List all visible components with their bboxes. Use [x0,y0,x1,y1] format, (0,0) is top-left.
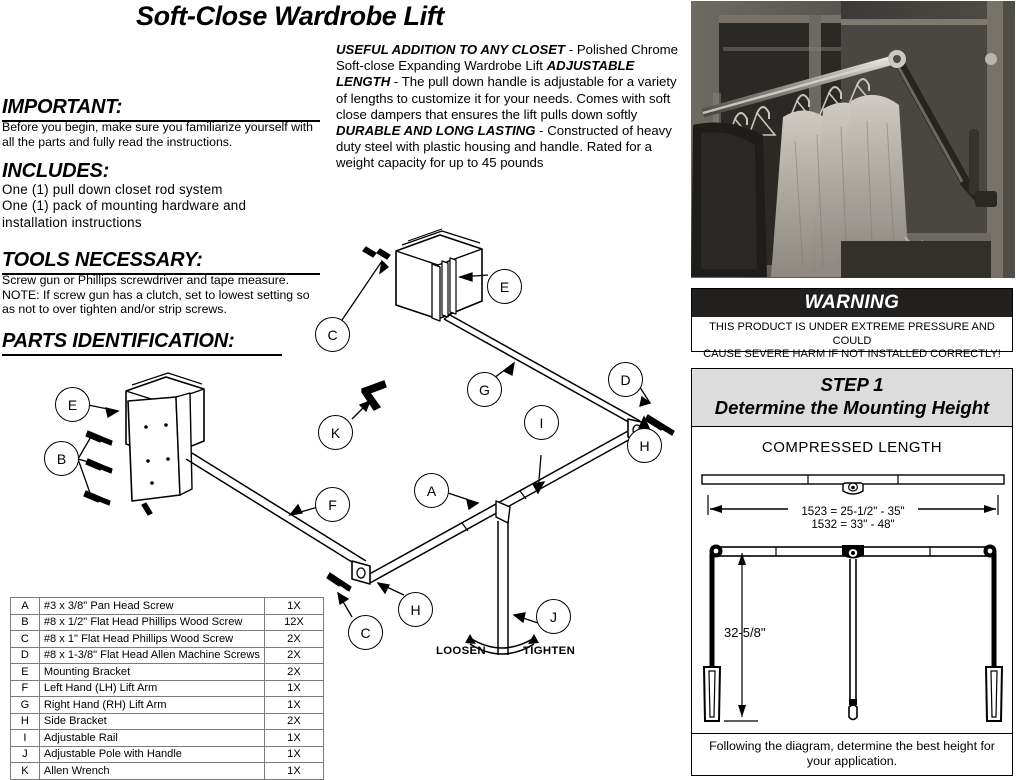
part-quantity: 2X [264,631,323,648]
important-body: Before you begin, make sure you familiarize yourself with all the parts and fully read the instructions. [2,120,313,149]
callout-B: B [44,441,79,476]
tighten-label: TIGHTEN [523,645,576,657]
step-1-subtitle: Determine the Mounting Height [714,397,990,418]
includes-line-2: One (1) pack of mounting hardware and [2,198,247,214]
part-description: #8 x 1-3/8" Flat Head Allen Machine Screws [39,647,264,664]
tools-body: Screw gun or Phillips screwdriver and tape measure. NOTE: If screw gun has a clutch, set to lowest setting so as not to over tighten and/or strip screws. [2,273,310,317]
part-letter: F [11,680,40,697]
part-description: Adjustable Pole with Handle [39,746,264,763]
part-description: #3 x 3/8" Pan Head Screw [39,598,264,615]
step-1-number: STEP 1 [820,374,884,395]
dimension-line-2: 1532 = 33" - 48" [811,518,895,531]
compressed-length-label: COMPRESSED LENGTH [761,439,943,456]
warning-title-bar [692,289,1012,317]
includes-heading [2,160,320,183]
warning-line-2: CAUSE SEVERE HARM IF NOT INSTALLED CORRECTLY! [703,348,1001,361]
dimension-text [700,505,1006,531]
page-title: Soft-Close Wardrobe Lift [136,1,444,31]
step-1-header [692,369,1012,427]
loosen-label: LOOSEN [436,645,486,657]
part-quantity: 2X [264,713,323,730]
feature-2-title: ADJUSTABLE LENGTH [336,58,635,90]
callout-G: G [467,372,502,407]
parts-table [10,597,324,780]
callout-K-upper: K [318,415,353,450]
product-description [336,42,688,172]
important-heading [2,96,320,122]
part-description: Allen Wrench [39,763,264,780]
part-letter: G [11,697,40,714]
callout-H-lower: H [398,592,433,627]
part-description: #8 x 1" Flat Head Phillips Wood Screw [39,631,264,648]
part-quantity: 2X [264,647,323,664]
callout-E-upper: E [487,269,522,304]
part-description: Adjustable Rail [39,730,264,747]
part-letter: D [11,647,40,664]
part-letter: H [11,713,40,730]
feature-3-title: DURABLE AND LONG LASTING [336,123,536,139]
part-description: Left Hand (LH) Lift Arm [39,680,264,697]
callout-H-right: H [627,428,662,463]
part-quantity: 12X [264,614,323,631]
feature-2-text: - The pull down handle is adjustable for a variety of lengths to customize it for your needs. Comes with soft close dampers that ensures the lift pulls down softly [336,74,677,122]
feature-3 [336,123,672,170]
table-row [11,713,324,730]
callout-A: A [414,473,449,508]
table-row [11,614,324,631]
feature-1-text: - Polished Chrome Soft-close Expanding Wardrobe Lift [336,42,678,74]
callout-E-lower: E [55,387,90,422]
part-quantity: 1X [264,598,323,615]
part-description: #8 x 1/2" Flat Head Phillips Wood Screw [39,614,264,631]
table-row [11,680,324,697]
callout-J: J [536,599,571,634]
table-row [11,598,324,615]
warning-text [692,317,1012,362]
includes-heading-text: INCLUDES: [2,160,110,182]
part-quantity: 1X [264,730,323,747]
feature-1-title: USEFUL ADDITION TO ANY CLOSET [336,42,566,57]
part-letter: B [11,614,40,631]
step-1-panel [691,368,1013,776]
callout-F: F [315,487,350,522]
step-1-footer: Following the diagram, determine the best height for your application. [692,733,1012,775]
part-letter: K [11,763,40,780]
table-row [11,763,324,780]
includes-line-1: One (1) pull down closet rod system [2,182,223,197]
part-description: Side Bracket [39,713,264,730]
feature-3-text: - Constructed of heavy duty steel with plastic housing and handle. Rated for a weight capacity for up to 45 pounds [336,123,672,171]
part-description: Mounting Bracket [39,664,264,681]
callout-C-lower: C [348,615,383,650]
table-row [11,664,324,681]
includes-line-3: installation instructions [2,214,142,230]
part-quantity: 1X [264,763,323,780]
warning-title: WARNING [804,292,900,313]
part-letter: A [11,598,40,615]
part-letter: E [11,664,40,681]
callout-D: D [608,362,643,397]
part-letter: J [11,746,40,763]
dimension-line-1: 1523 = 25-1/2" - 35" [801,505,905,518]
warning-line-1: THIS PRODUCT IS UNDER EXTREME PRESSURE AND COULD [709,321,995,347]
mounting-height-value: 32-5/8" [724,625,766,640]
parts-table-body [11,598,324,780]
part-quantity: 1X [264,746,323,763]
part-description: Right Hand (RH) Lift Arm [39,697,264,714]
part-letter: C [11,631,40,648]
parts-identification-heading-text: PARTS IDENTIFICATION: [2,330,282,356]
mounting-height-diagram [698,541,1006,731]
compressed-length-drawing [700,473,1006,497]
part-quantity: 2X [264,664,323,681]
important-heading-text: IMPORTANT: [2,96,320,122]
part-letter: I [11,730,40,747]
part-quantity: 1X [264,697,323,714]
tools-heading-text: TOOLS NECESSARY: [2,249,320,275]
part-quantity: 1X [264,680,323,697]
warning-box [691,288,1013,361]
table-row [11,746,324,763]
closet-photo-svg [691,1,1015,278]
compressed-rail-svg [700,473,1006,497]
table-row [11,730,324,747]
closet-lift-photo [691,1,1015,278]
table-row [11,631,324,648]
table-row [11,697,324,714]
callout-C-upper: C [315,317,350,352]
mounting-height-svg [698,541,1006,731]
table-row [11,647,324,664]
callout-I: I [524,405,559,440]
